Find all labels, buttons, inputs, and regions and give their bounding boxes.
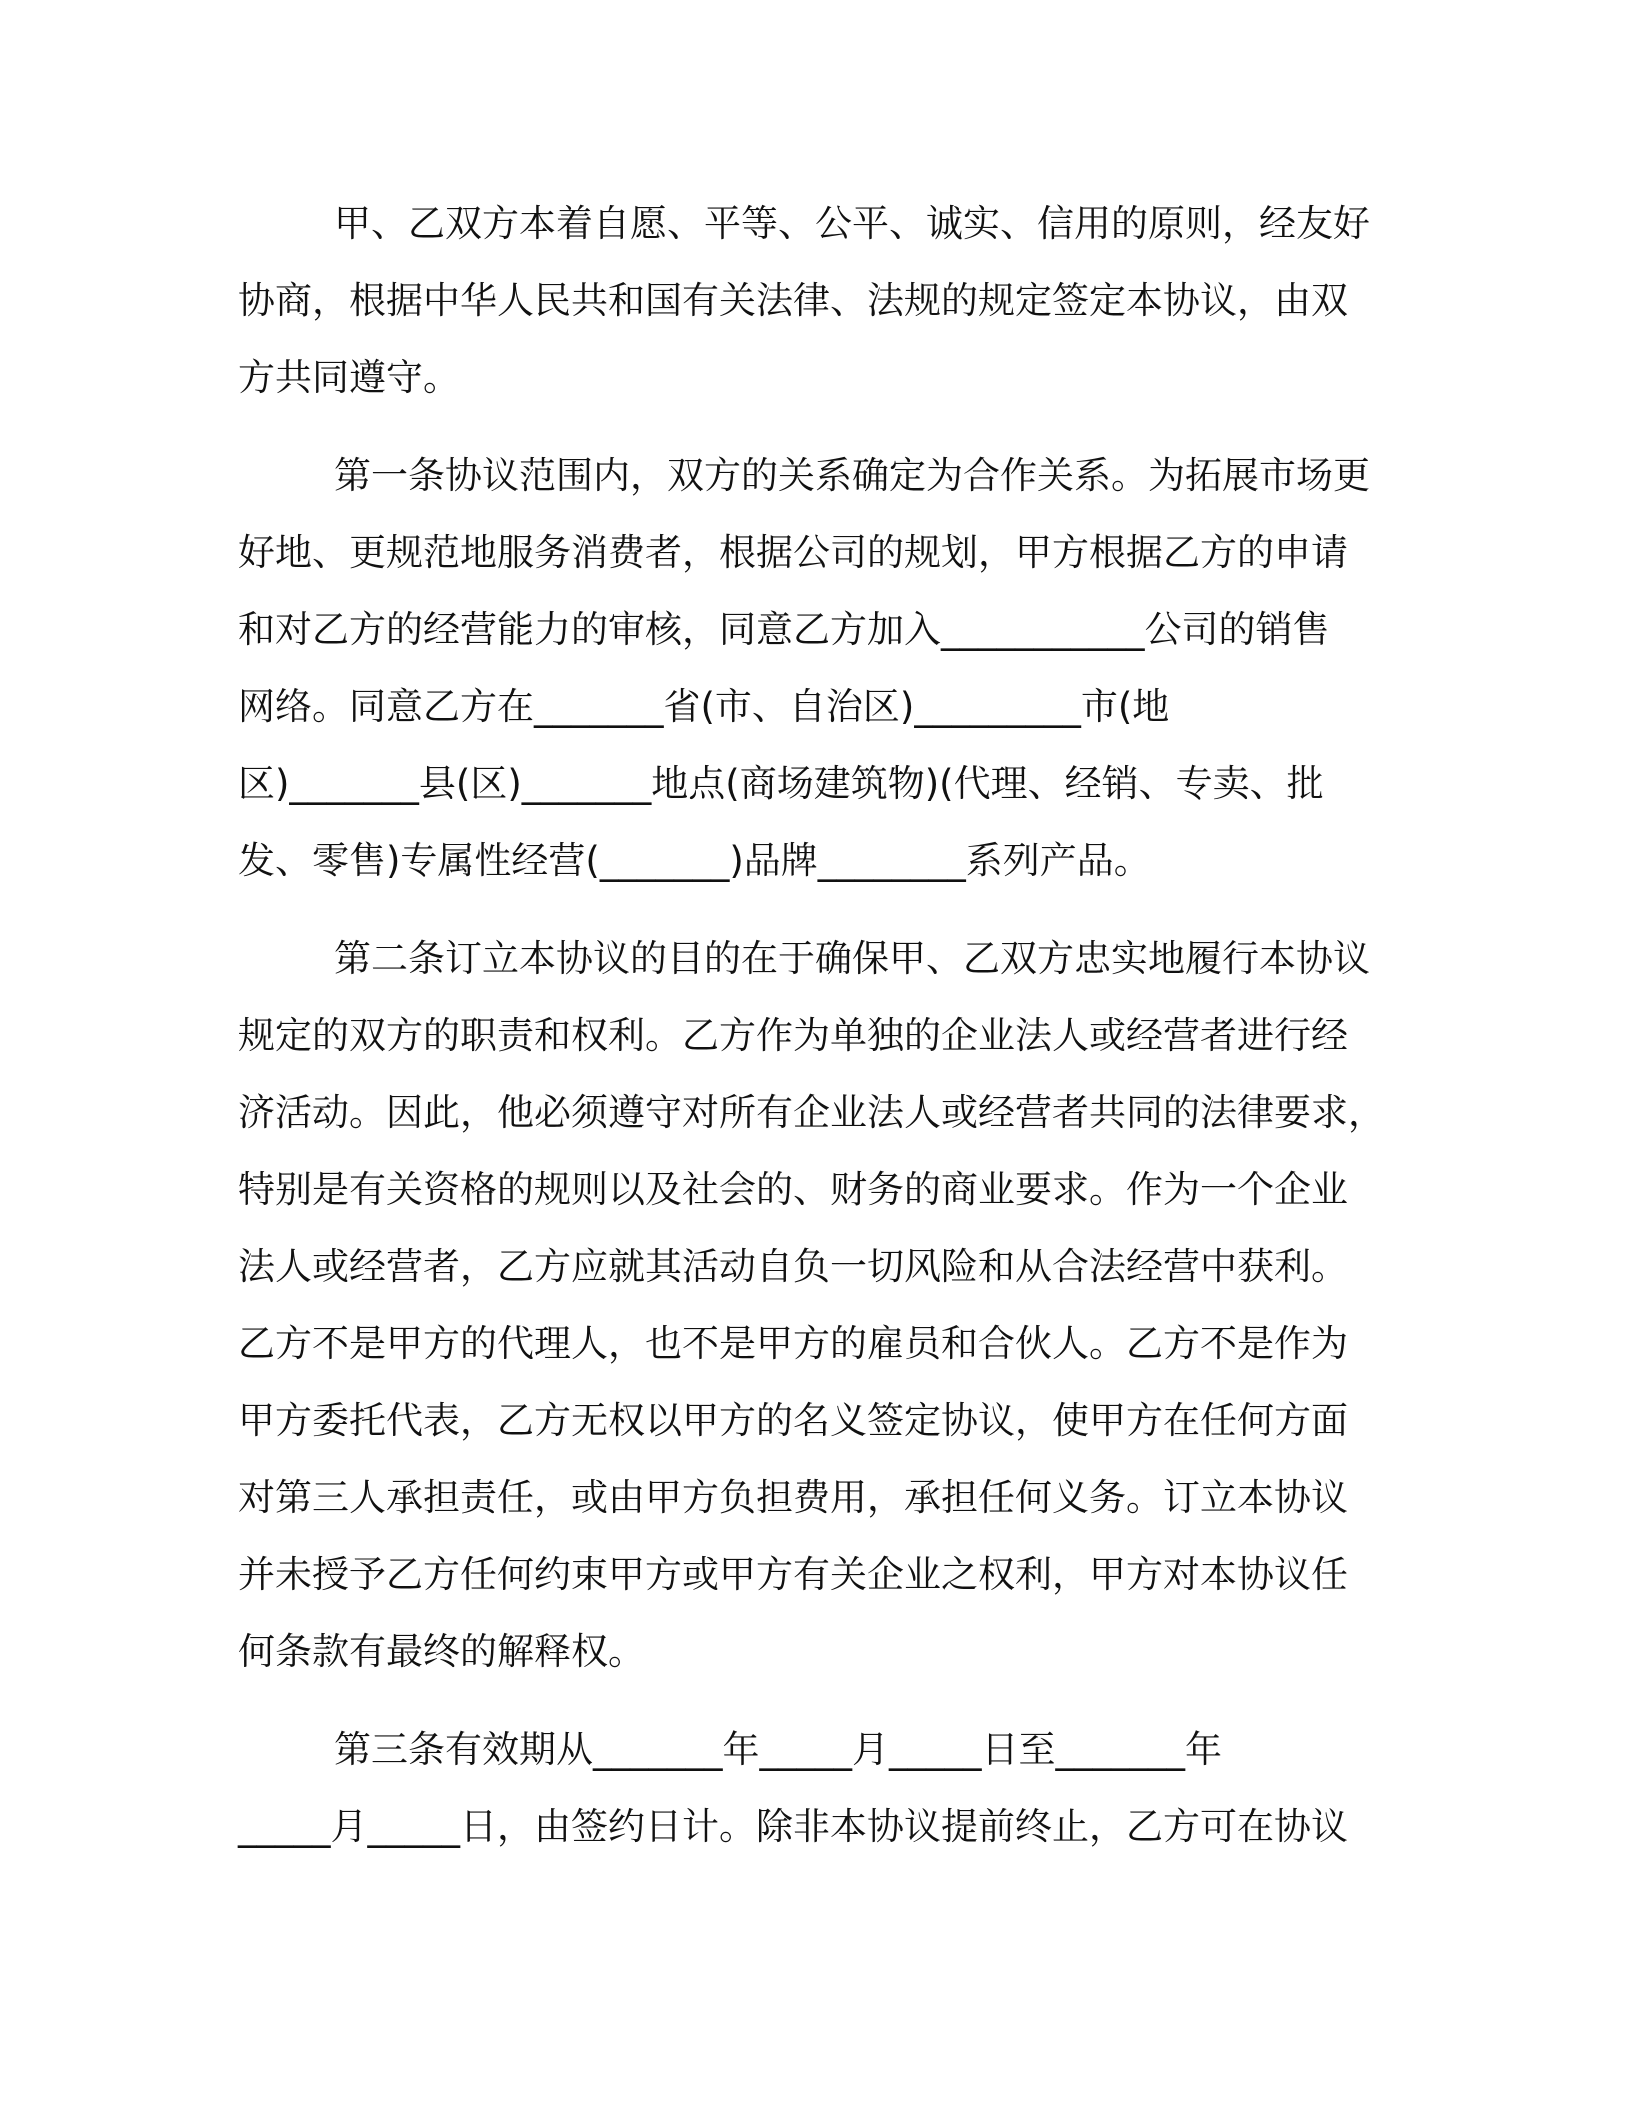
document-body — [238, 185, 1385, 1886]
text-line: 区)_______县(区)_______地点(商场建筑物)(代理、经销、专卖、批 — [238, 762, 1324, 805]
text-line: 并未授予乙方任何约束甲方或甲方有关企业之权利，甲方对本协议任 — [238, 1553, 1348, 1596]
text-line: 济活动。因此，他必须遵守对所有企业法人或经营者共同的法律要求， — [238, 1091, 1385, 1134]
text-line: 甲、乙双方本着自愿、平等、公平、诚实、信用的原则，经友好 — [334, 202, 1370, 245]
text-line: 协商，根据中华人民共和国有关法律、法规的规定签定本协议，由双 — [238, 279, 1348, 322]
text-line: 法人或经营者，乙方应就其活动自负一切风险和从合法经营中获利。 — [238, 1245, 1348, 1288]
text-line: 好地、更规范地服务消费者，根据公司的规划，甲方根据乙方的申请 — [238, 531, 1348, 574]
paragraph-preamble — [238, 185, 1378, 416]
text-line: 和对乙方的经营能力的审核，同意乙方加入___________公司的销售 — [238, 608, 1330, 651]
paragraph-article-2 — [238, 920, 1385, 1690]
text-line: 对第三人承担责任，或由甲方负担费用，承担任何义务。订立本协议 — [238, 1476, 1348, 1519]
text-line: 甲方委托代表，乙方无权以甲方的名义签定协议，使甲方在任何方面 — [238, 1399, 1348, 1442]
paragraph-article-3 — [238, 1711, 1378, 1865]
text-line: 网络。同意乙方在_______省(市、自治区)_________市(地 — [238, 685, 1170, 728]
text-line: _____月_____日，由签约日计。除非本协议提前终止，乙方可在协议 — [238, 1805, 1348, 1848]
text-line: 第三条有效期从_______年_____月_____日至_______年 — [334, 1728, 1222, 1771]
text-line: 第二条订立本协议的目的在于确保甲、乙双方忠实地履行本协议 — [334, 937, 1370, 980]
text-line: 方共同遵守。 — [238, 356, 460, 399]
text-line: 第一条协议范围内，双方的关系确定为合作关系。为拓展市场更 — [334, 454, 1370, 497]
text-line: 乙方不是甲方的代理人，也不是甲方的雇员和合伙人。乙方不是作为 — [238, 1322, 1348, 1365]
text-line: 特别是有关资格的规则以及社会的、财务的商业要求。作为一个企业 — [238, 1168, 1348, 1211]
text-line: 何条款有最终的解释权。 — [238, 1630, 645, 1673]
text-line: 规定的双方的职责和权利。乙方作为单独的企业法人或经营者进行经 — [238, 1014, 1348, 1057]
text-line: 发、零售)专属性经营(_______)品牌________系列产品。 — [238, 839, 1151, 882]
paragraph-article-1 — [238, 437, 1378, 899]
